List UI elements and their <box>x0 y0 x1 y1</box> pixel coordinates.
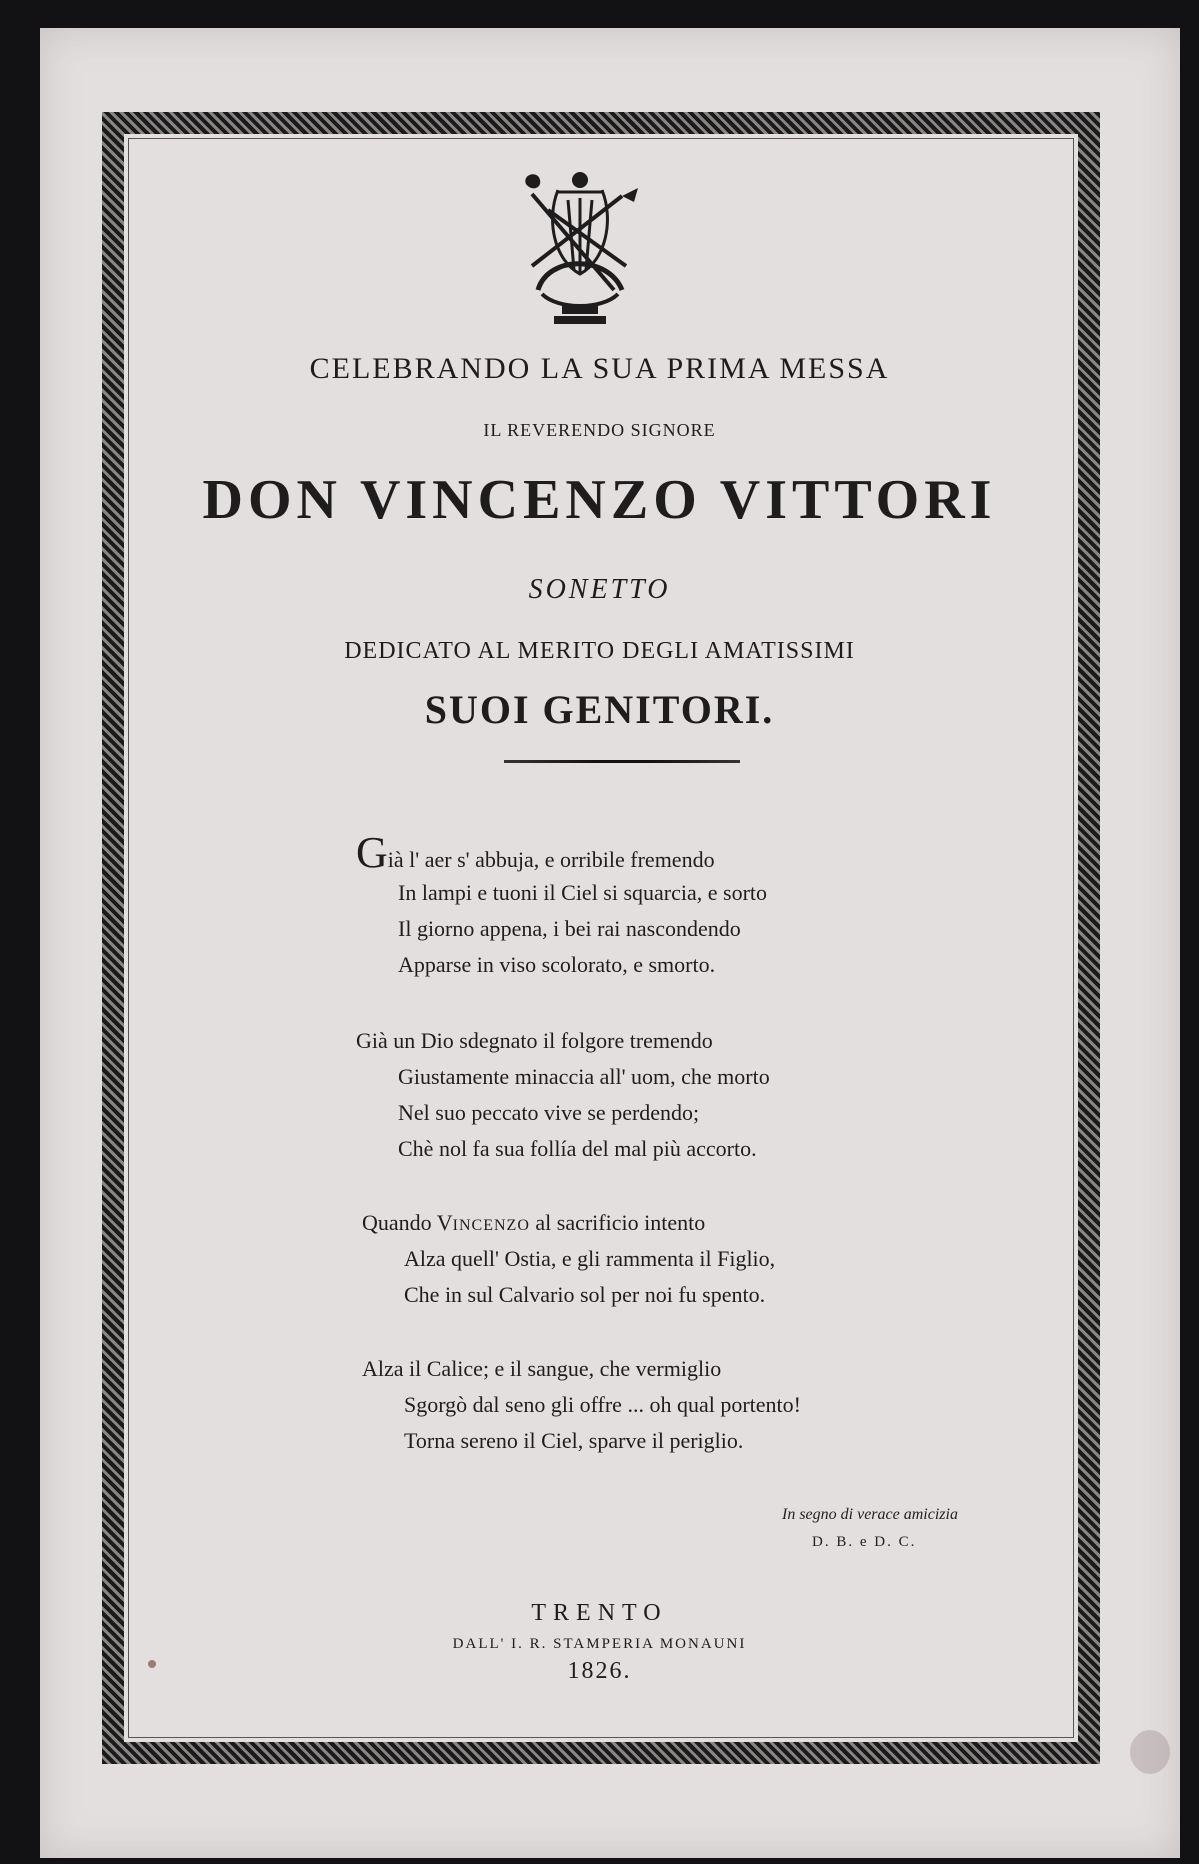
imprint-city: TRENTO <box>531 1600 668 1626</box>
divider-rule <box>504 760 740 763</box>
poem-line: Torna sereno il Ciel, sparve il periglio. <box>404 1428 744 1453</box>
dedicatees: SUOI GENITORI. <box>424 687 775 732</box>
poem-line-text: ià l' aer s' abbuja, e orribile fremendo <box>387 847 715 872</box>
poem-line: In lampi e tuoni il Ciel si squarcia, e sorto <box>398 880 768 905</box>
imprint-year: 1826. <box>567 1658 632 1684</box>
dedication-line: DEDICATO AL MERITO DEGLI AMATISSIMI <box>344 638 855 664</box>
poem-line: Il giorno appena, i bei rai nascondendo <box>398 916 741 941</box>
poem-line-text: Quando <box>362 1210 437 1235</box>
poem-line <box>356 828 715 877</box>
poem-line: Giustamente minaccia all' uom, che morto <box>398 1064 770 1089</box>
poem-line: Alza quell' Ostia, e gli rammenta il Figlio, <box>404 1246 776 1271</box>
imprint-press: DALL' I. R. STAMPERIA MONAUNI <box>452 1636 747 1652</box>
poem-line: Sgorgò dal seno gli offre ... oh qual portento! <box>404 1392 801 1417</box>
name-initial: V <box>436 1210 453 1235</box>
genre-label: SONETTO <box>528 574 671 605</box>
poem-line: Già un Dio sdegnato il folgore tremendo <box>356 1028 713 1053</box>
signature-note: In segno di verace amicizia <box>782 1506 958 1523</box>
paper-stain <box>1130 1730 1170 1774</box>
poem-line-text: al sacrificio intento <box>529 1210 706 1235</box>
signature-initials: D. B. e D. C. <box>812 1534 917 1550</box>
name-smallcaps: INCENZO <box>452 1217 530 1234</box>
heading-title: IL REVERENDO SIGNORE <box>483 420 716 440</box>
lyre-with-trumpets-and-torch-icon <box>518 170 642 328</box>
poem-line <box>362 1210 705 1236</box>
honoree-name: DON VINCENZO VITTORI <box>202 469 997 531</box>
poem-line: Alza il Calice; e il sangue, che vermiglio <box>362 1356 722 1381</box>
poem-line: Apparse in viso scolorato, e smorto. <box>398 952 716 977</box>
poem-line: Chè nol fa sua follía del mal più accorto. <box>398 1136 757 1161</box>
poem-line: Nel suo peccato vive se perdendo; <box>398 1100 700 1125</box>
heading-celebration: CELEBRANDO LA SUA PRIMA MESSA <box>309 352 890 385</box>
poem-line: Che in sul Calvario sol per noi fu spento. <box>404 1282 766 1307</box>
drop-cap: G <box>356 828 388 877</box>
